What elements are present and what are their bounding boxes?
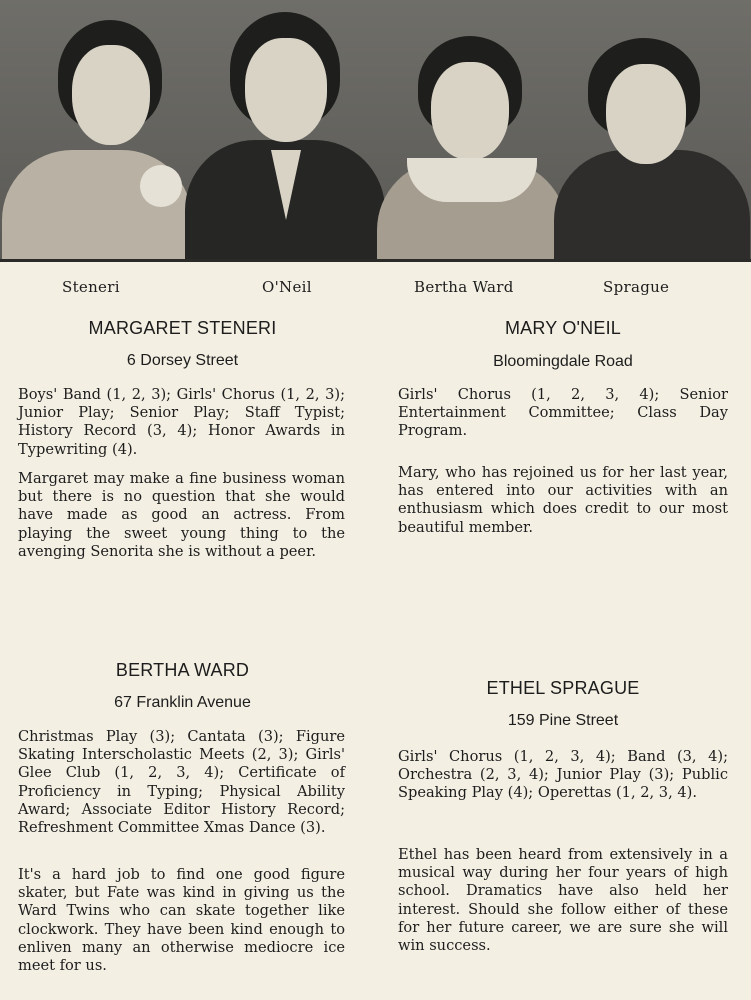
entry-activities-ward: Christmas Play (3); Cantata (3); Figure Skating Interscholastic Meets (2, 3); Girls' Glee Club (1, 2, 3, 4); Certificate of Proficiency in Typing; Physical Ability Award; Associate Editor History Record; Refreshment Committee Xmas Dance (3). [18,728,345,837]
entry-bio-sprague: Ethel has been heard from extensively in a musical way during her four years of high school. Dramatics have also held her interest. Should she follow either of these for her future career, we are sure she will win success. [398,846,728,955]
entry-address-sprague: 159 Pine Street [507,712,619,729]
caption-sprague: Sprague [603,278,670,296]
group-photo [0,0,751,260]
entry-name-oneil: MARY O'NEIL [504,318,621,338]
entry-name-steneri: MARGARET STENERI [88,318,277,338]
portrait-ward [373,0,573,260]
caption-steneri: Steneri [62,278,120,296]
entry-bio-ward: It's a hard job to find one good figure skater, but Fate was kind in giving us the Ward Twins who can skate together like clockwork. They have been kind enough to enliven many an otherwise mediocre ice meet for us. [18,866,345,975]
portrait-sprague [548,0,748,260]
caption-oneil: O'Neil [262,278,312,296]
entry-address-steneri: 6 Dorsey Street [126,352,239,369]
entry-bio-steneri: Margaret may make a fine business woman but there is no question that she would have made as good an actress. From playing the sweet young thing to the avenging Senorita she is without a peer. [18,470,345,560]
entry-address-oneil: Bloomingdale Road [493,353,633,370]
entry-activities-oneil: Girls' Chorus (1, 2, 3, 4); Senior Entertainment Committee; Class Day Program. [398,386,728,440]
entry-address-ward: 67 Franklin Avenue [114,694,251,711]
photo-border [0,259,751,262]
caption-ward: Bertha Ward [414,278,514,296]
entry-name-sprague: ETHEL SPRAGUE [486,678,640,698]
portrait-steneri [0,0,200,260]
entry-activities-sprague: Girls' Chorus (1, 2, 3, 4); Band (3, 4); Orchestra (2, 3, 4); Junior Play (3); Public Speaking Play (4); Operettas (1, 2, 3, 4). [398,748,728,802]
entry-bio-oneil: Mary, who has rejoined us for her last year, has entered into our activities with an enthusiasm which does credit to our most beautiful member. [398,464,728,536]
entry-name-ward: BERTHA WARD [115,660,250,680]
entry-activities-steneri: Boys' Band (1, 2, 3); Girls' Chorus (1, 2, 3); Junior Play; Senior Play; Staff Typist; History Record (3, 4); Honor Awards in Typewriting (4). [18,386,345,458]
portrait-oneil [185,0,385,260]
